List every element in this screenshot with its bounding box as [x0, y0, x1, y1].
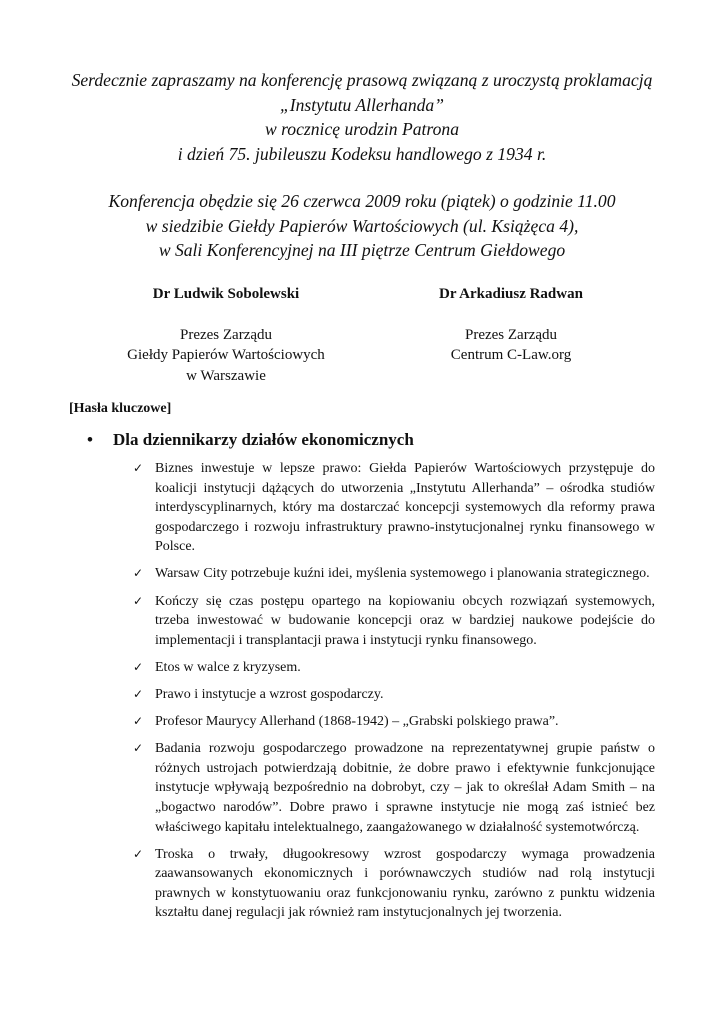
speaker-role: Prezes Zarządu: [464, 326, 558, 343]
conference-venue: w siedzibie Giełdy Papierów Wartościowych (ul. Książęca 4),: [145, 215, 579, 236]
institute-name: „Instytutu Allerhanda”: [279, 94, 445, 115]
speaker-name: Dr Ludwik Sobolewski: [152, 286, 300, 302]
list-item: ✓ Troska o trwały, długookresowy wzrost gospodarczy wymaga prowadzenia zaawansowanych ekonomicznych i porównawczych studiów nad rolą instytucji prawnych w konstytuowaniu oraz funkcjonowaniu rynku, zarówno z punktu widzenia kształtu danej regulacji jak również ram instytucjonalnych jej tworzenia.: [133, 846, 655, 921]
invitation-text: [60, 68, 664, 263]
conference-date: Konferencja obędzie się 26 czerwca 2009 roku (piątek) o godzinie 11.00: [108, 191, 616, 211]
checkmark-icon: ✓: [133, 686, 144, 701]
checkmark-icon: ✓: [133, 461, 144, 475]
checkmark-icon: ✓: [133, 741, 144, 756]
speaker-role: Prezes Zarządu: [179, 326, 273, 343]
speaker-location: w Warszawie: [186, 367, 266, 384]
conference-room: w Sali Konferencyjnej na III piętrze Centrum Giełdowego: [158, 240, 566, 260]
speaker-name: Dr Arkadiusz Radwan: [439, 286, 583, 302]
keywords-label: [Hasła kluczowe]: [69, 401, 172, 416]
list-item: ✓ Badania rozwoju gospodarczego prowadzone na reprezentatywnej grupie państw o różnych ustrojach potwierdzają dobitnie, że dobre prawo i efektywnie funkcjonujące instytucje wpływają bezpośrednio na dobrobyt, czy – jak to określał Adam Smith – na „bogactwo narodów”. Dobre prawo i sprawne instytucje nie mogą zaś istnieć bez właściwego kapitału intelektualnego, zaangażowanego w działalność systemotwórczą.: [133, 741, 655, 835]
list-item: ✓ Prawo i instytucje a wzrost gospodarczy.: [133, 685, 655, 705]
invitation-line: Serdecznie zapraszamy na konferencję prasową związaną z uroczystą proklamacją: [71, 70, 653, 90]
checkmark-icon: ✓: [133, 659, 144, 674]
bullet-icon: •: [87, 430, 93, 449]
list-item: ✓ Biznes inwestuje w lepsze prawo: Giełda Papierów Wartościowych przystępuje do koalicji instytucji dążących do utworzenia „Instytutu Allerhanda” – ośrodka studiów interdyscyplinarnych, który ma dostarczać koncepcji systemowych dla reformy prawa gospodarczego i rozwoju infrastruktury prawno-instytucjonalnej rynku finansowego w Polsce.: [133, 461, 655, 555]
speaker-organization: Giełdy Papierów Wartościowych: [127, 347, 325, 363]
invitation-line: w rocznicę urodzin Patrona: [264, 119, 459, 139]
list-item: ✓ Warsaw City potrzebuje kuźni idei, myślenia systemowego i planowania strategicznego.: [133, 564, 655, 584]
list-item: ✓ Kończy się czas postępu opartego na kopiowaniu obcych rozwiązań systemowych, trzeba inwestować w budowanie koncepcji oraz w bardziej naukowe podejście do implementacji i transplantacji prawa i instytucji rynku finansowego.: [133, 593, 655, 648]
list-item: ✓ Profesor Maurycy Allerhand (1868-1942) – „Grabski polskiego prawa”.: [133, 712, 655, 732]
section-title: Dla dziennikarzy działów ekonomicznych: [113, 430, 414, 449]
speaker-organization: Centrum C-Law.org: [450, 347, 572, 363]
section-heading: [87, 430, 414, 450]
key-points-list: [133, 459, 655, 930]
checkmark-icon: ✓: [133, 566, 144, 581]
checkmark-icon: ✓: [133, 714, 144, 729]
list-item: ✓ Etos w walce z kryzysem.: [133, 658, 655, 678]
checkmark-icon: ✓: [133, 593, 144, 608]
speaker-radwan: [396, 284, 626, 366]
speaker-sobolewski: [95, 284, 357, 386]
invitation-line: i dzień 75. jubileuszu Kodeksu handlowego z 1934 r.: [177, 143, 547, 164]
checkmark-icon: ✓: [133, 846, 144, 861]
